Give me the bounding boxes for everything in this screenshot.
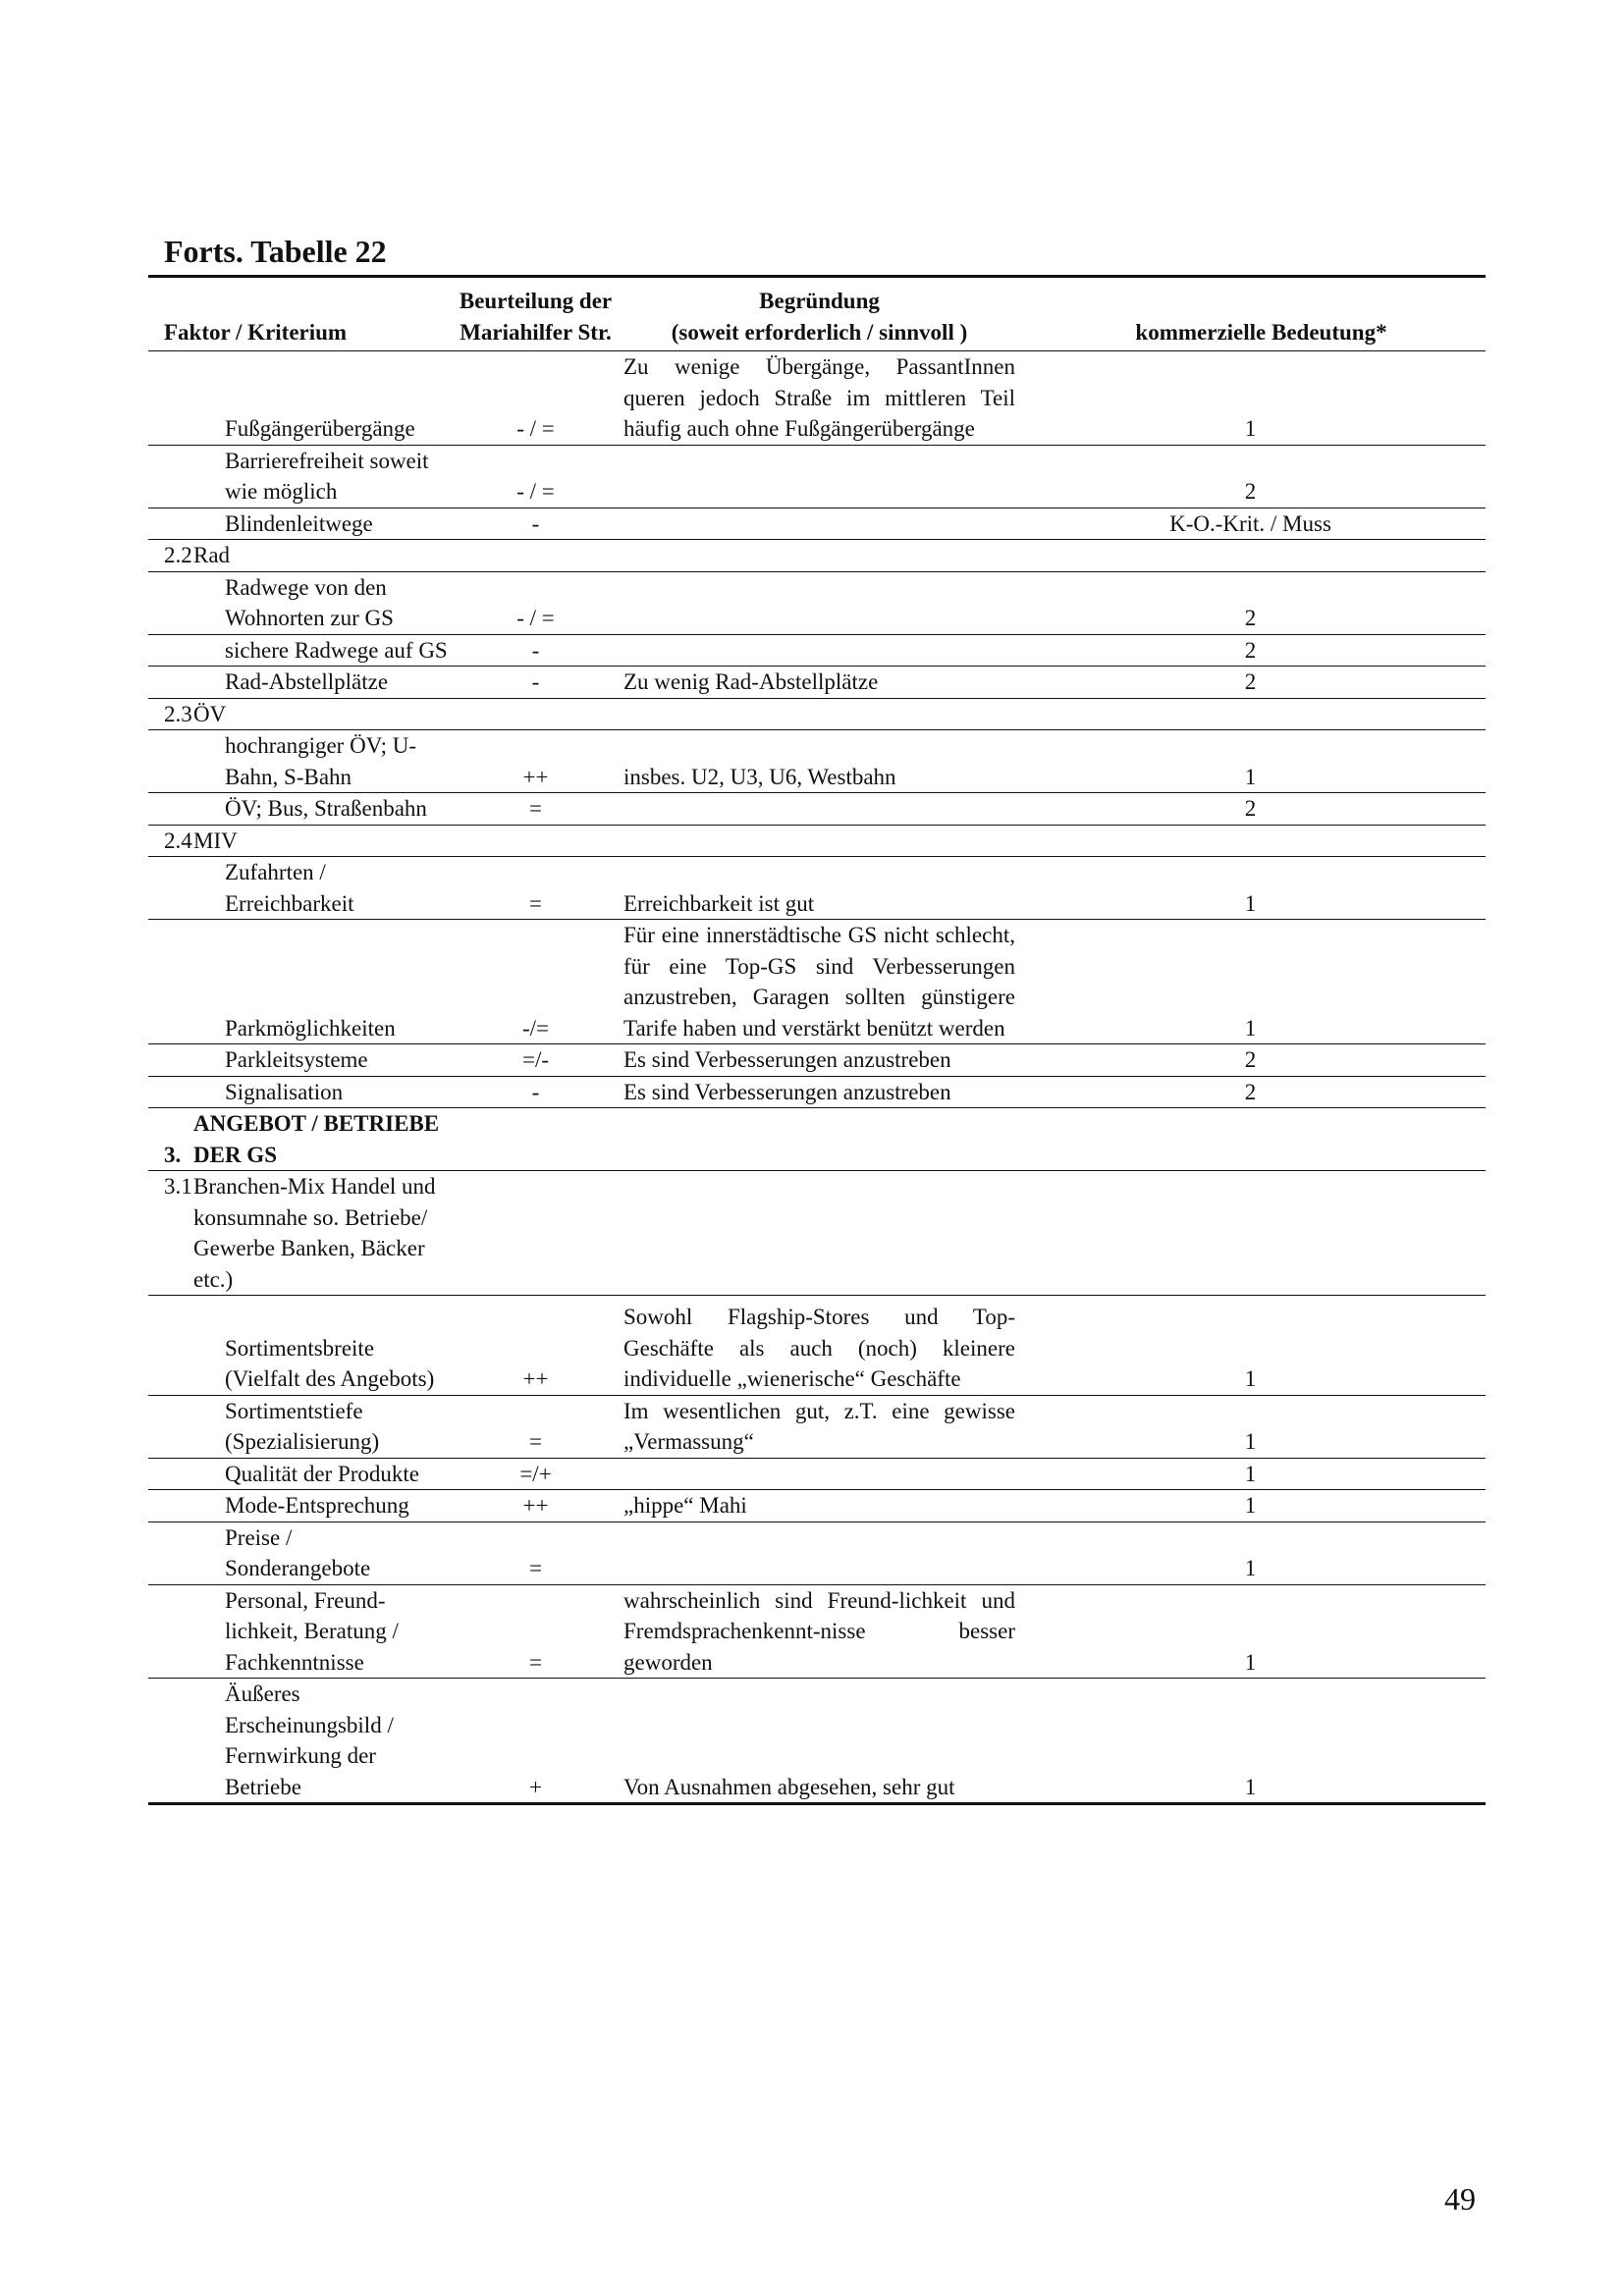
rating-value: - <box>531 510 540 536</box>
commercial-value: 2 <box>1244 637 1257 663</box>
rating-value: = <box>529 1429 542 1454</box>
criterion-name: Signalisation <box>225 1079 344 1104</box>
criterion-name: Qualität der Produkte <box>225 1461 420 1486</box>
commercial-value: 1 <box>1244 890 1257 916</box>
section-row <box>148 825 1486 857</box>
commercial-value: 1 <box>1244 1015 1257 1041</box>
criterion-name: Sortimentsbreite (Vielfalt des Angebots) <box>225 1335 435 1391</box>
commercial-value: 1 <box>1244 1461 1257 1486</box>
section-title: Branchen-Mix Handel und konsumnahe so. Betriebe/ Gewerbe Banken, Bäcker etc.) <box>193 1174 436 1292</box>
rating-value: + <box>529 1774 542 1799</box>
criterion-name: Parkmöglichkeiten <box>225 1015 396 1041</box>
section-title: ANGEBOT / BETRIEBE DER GS <box>193 1111 440 1167</box>
reason-text: Es sind Verbesserungen anzustreben <box>623 1079 951 1104</box>
section-row <box>148 1171 1486 1296</box>
reason-text: Zu wenig Rad-Abstellplätze <box>623 669 879 694</box>
evaluation-table <box>148 275 1486 1805</box>
commercial-value: 2 <box>1244 606 1257 630</box>
header-rating-line1: Beurteilung der <box>459 289 613 313</box>
table-row <box>148 1044 1486 1077</box>
reason-text <box>623 1522 1015 1584</box>
criterion-name: ÖV; Bus, Straßenbahn <box>225 796 427 821</box>
rating-value: - <box>531 669 540 694</box>
header-reason-line2: (soweit erforderlich / sinnvoll ) <box>671 320 968 345</box>
section-title: ÖV <box>193 701 227 726</box>
reason-text: „hippe“ Mahi <box>623 1493 747 1518</box>
header-reason-line1: Begründung <box>759 289 880 313</box>
reason-text: Sowohl Flagship-Stores und Top-Geschäfte als auch (noch) kleinere individuelle „wienerische“ Geschäfte <box>623 1305 1015 1391</box>
table-title: Forts. Tabelle 22 <box>164 234 387 269</box>
criterion-name: Preise / Sonderangebote <box>225 1524 371 1580</box>
table-row <box>148 1395 1486 1458</box>
reason-text: insbes. U2, U3, U6, Westbahn <box>623 764 896 789</box>
criterion-name: Rad-Abstellplätze <box>225 669 389 694</box>
commercial-value: 1 <box>1244 1649 1257 1675</box>
rating-value: =/+ <box>519 1461 552 1486</box>
section-number: 2.2 <box>164 543 192 567</box>
rating-value: = <box>529 1556 542 1580</box>
header-factor: Faktor / Kriterium <box>164 320 348 345</box>
rating-value: = <box>529 890 542 916</box>
table-row <box>148 1076 1486 1108</box>
rating-value: - <box>531 637 540 663</box>
section-row <box>148 698 1486 730</box>
commercial-value: 1 <box>1244 1493 1257 1518</box>
rating-value: -/= <box>521 1015 550 1041</box>
header-commercial: kommerzielle Bedeutung* <box>1135 320 1387 345</box>
table-row <box>148 920 1486 1044</box>
table-row <box>148 634 1486 667</box>
criterion-name: Blindenleitwege <box>225 510 373 536</box>
table-row <box>148 857 1486 920</box>
header-rating <box>448 277 623 351</box>
reason-text: Erreichbarkeit ist gut <box>623 890 815 916</box>
reason-text <box>623 445 1015 507</box>
table-row <box>148 1296 1486 1396</box>
rating-value: =/- <box>521 1047 550 1072</box>
commercial-value: 1 <box>1244 1774 1257 1799</box>
section-row <box>148 1108 1486 1171</box>
section-row <box>148 540 1486 572</box>
commercial-value: 2 <box>1244 1047 1257 1072</box>
reason-text: Es sind Verbesserungen anzustreben <box>623 1047 951 1072</box>
table-row <box>148 351 1486 446</box>
table-row <box>148 571 1486 634</box>
commercial-value: 2 <box>1244 669 1257 694</box>
header-reason <box>623 277 1015 351</box>
commercial-value: 2 <box>1244 479 1257 504</box>
table-row <box>148 1584 1486 1679</box>
rating-value: ++ <box>522 1493 549 1518</box>
commercial-value: 1 <box>1244 1429 1257 1454</box>
criterion-name: hochrangiger ÖV; U-Bahn, S-Bahn <box>225 733 417 789</box>
rating-value: - / = <box>516 479 555 504</box>
table-row <box>148 445 1486 507</box>
criterion-name: Mode-Entsprechung <box>225 1493 409 1518</box>
page-number: 49 <box>1444 2181 1476 2216</box>
reason-text <box>623 571 1015 634</box>
section-number: 2.4 <box>164 828 192 853</box>
criterion-name: Zufahrten / Erreichbarkeit <box>225 860 354 916</box>
rating-value: - <box>531 1079 540 1104</box>
rating-value: = <box>529 796 542 821</box>
section-title: Rad <box>193 543 231 567</box>
rating-value: = <box>529 1649 542 1675</box>
reason-text: Zu wenige Übergänge, PassantInnen queren jedoch Straße im mittleren Teil häufig auch ohne Fußgängerübergänge <box>623 354 1015 441</box>
header-rating-line2: Mariahilfer Str. <box>460 320 612 345</box>
table-body <box>148 351 1486 1804</box>
commercial-value: 2 <box>1244 1079 1257 1104</box>
table-header-row <box>148 277 1486 351</box>
reason-text <box>623 1458 1015 1490</box>
reason-text <box>623 793 1015 826</box>
commercial-value: 1 <box>1244 764 1257 789</box>
table-row <box>148 793 1486 826</box>
table-row <box>148 730 1486 793</box>
rating-value: ++ <box>522 764 549 789</box>
criterion-name: Personal, Freund-lichkeit, Beratung / Fachkenntnisse <box>225 1587 399 1675</box>
reason-text <box>623 634 1015 667</box>
commercial-value: 1 <box>1244 1366 1257 1391</box>
reason-text: Im wesentlichen gut, z.T. eine gewisse „Vermassung“ <box>623 1398 1015 1454</box>
reason-text: Für eine innerstädtische GS nicht schlecht, für eine Top-GS sind Verbesserungen anzustreben, Garagen sollten günstigere Tarife haben und verstärkt benützt werden <box>623 923 1015 1041</box>
criterion-name: Barrierefreiheit soweit wie möglich <box>225 448 429 504</box>
reason-text: Von Ausnahmen abgesehen, sehr gut <box>623 1774 955 1799</box>
criterion-name: Fußgängerübergänge <box>225 416 415 441</box>
rating-value: ++ <box>522 1366 549 1391</box>
criterion-name: Radwege von den Wohnorten zur GS <box>225 574 394 630</box>
reason-text: wahrscheinlich sind Freund-lichkeit und Fremdsprachenkennt-nisse besser geworden <box>623 1587 1015 1675</box>
table-row <box>148 667 1486 699</box>
section-number: 2.3 <box>164 701 192 726</box>
table-row <box>148 1522 1486 1584</box>
empty-cell <box>448 1108 1486 1171</box>
table-row <box>148 507 1486 540</box>
criterion-name: Sortimentstiefe (Spezialisierung) <box>225 1398 380 1454</box>
reason-text <box>623 507 1015 540</box>
table-row <box>148 1458 1486 1490</box>
commercial-value: 1 <box>1244 416 1257 441</box>
criterion-name: Parkleitsysteme <box>225 1047 368 1072</box>
table-row <box>148 1490 1486 1522</box>
section-number: 3. <box>164 1142 182 1167</box>
rating-value: - / = <box>516 606 555 630</box>
rating-value: - / = <box>516 416 555 441</box>
criterion-name: Äußeres Erscheinungsbild / Fernwirkung der Betriebe <box>225 1682 394 1799</box>
table-row <box>148 1679 1486 1804</box>
commercial-value: 2 <box>1244 796 1257 821</box>
commercial-value: K-O.-Krit. / Muss <box>1169 510 1331 536</box>
section-number: 3.1 <box>164 1174 192 1199</box>
empty-cell <box>448 1171 1486 1296</box>
criterion-name: sichere Radwege auf GS <box>225 637 448 663</box>
section-title: MIV <box>193 828 238 853</box>
commercial-value: 1 <box>1244 1556 1257 1580</box>
